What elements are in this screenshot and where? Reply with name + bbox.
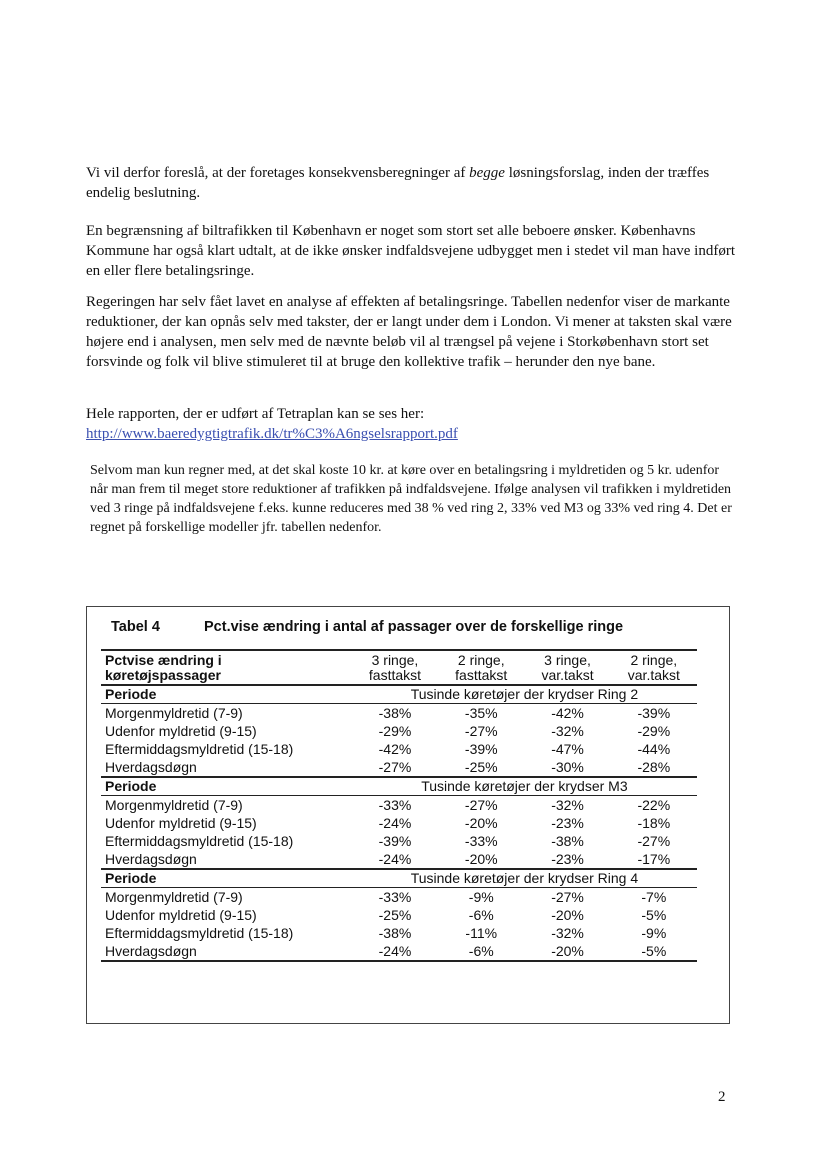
table-caption-label: Tabel 4 — [111, 619, 160, 635]
report-link[interactable]: http://www.baeredygtigtrafik.dk/tr%C3%A6ngselsrapport.pdf — [86, 426, 458, 442]
value-cell: -32% — [551, 924, 584, 941]
value-cell: -5% — [641, 942, 667, 959]
table-row — [101, 906, 697, 924]
table-caption — [111, 619, 711, 635]
period-subtitle: Tusinde køretøjer der krydser Ring 2 — [410, 686, 639, 702]
header-line: 3 ringe, — [544, 652, 591, 668]
table-row — [101, 832, 697, 850]
value-cell: -35% — [464, 704, 498, 721]
value-cell: -42% — [551, 704, 584, 721]
header-cell-label — [101, 650, 352, 685]
period-row — [101, 777, 697, 796]
page-number: 2 — [718, 1089, 726, 1105]
header-cell-col2 — [438, 650, 524, 685]
row-label: Eftermiddagsmyldretid (15-18) — [105, 832, 294, 849]
header-line: fasttakst — [368, 667, 422, 683]
value-cell: -33% — [378, 796, 412, 813]
value-cell: -6% — [468, 942, 494, 959]
header-line: fasttakst — [455, 667, 508, 683]
data-table — [101, 649, 697, 962]
header-line: 2 ringe, — [457, 652, 505, 668]
table-row — [101, 796, 697, 815]
row-label: Hverdagsdøgn — [105, 850, 197, 867]
row-label: Morgenmyldretid (7-9) — [105, 796, 243, 813]
value-cell: -42% — [378, 740, 412, 757]
value-cell: -29% — [378, 722, 412, 739]
value-cell: -22% — [637, 796, 671, 813]
period-label: Periode — [105, 870, 157, 886]
value-cell: -24% — [378, 850, 412, 867]
row-label: Udenfor myldretid (9-15) — [105, 906, 257, 923]
value-cell: -25% — [464, 758, 498, 775]
value-cell: -32% — [551, 722, 584, 739]
period-subtitle: Tusinde køretøjer der krydser Ring 4 — [410, 870, 639, 886]
paragraph-text: Hele rapporten, der er udført af Tetraplan kan se ses her: — [86, 406, 425, 422]
value-cell: -11% — [465, 924, 498, 941]
value-cell: -32% — [551, 796, 584, 813]
value-cell: -17% — [637, 850, 671, 867]
table-body — [101, 685, 697, 961]
table-figure — [86, 606, 730, 1024]
row-label: Eftermiddagsmyldretid (15-18) — [105, 740, 294, 757]
value-cell: -18% — [637, 814, 671, 831]
table-row — [101, 758, 697, 777]
row-label: Udenfor myldretid (9-15) — [105, 814, 257, 831]
value-cell: -47% — [551, 740, 584, 757]
row-label: Morgenmyldretid (7-9) — [105, 888, 243, 905]
value-cell: -20% — [551, 942, 584, 959]
value-cell: -27% — [464, 722, 498, 739]
period-label: Periode — [105, 686, 157, 702]
header-cell-col3 — [524, 650, 610, 685]
value-cell: -38% — [551, 832, 584, 849]
header-line: var.takst — [627, 667, 680, 683]
value-cell: -38% — [378, 704, 412, 721]
period-row — [101, 685, 697, 704]
paragraph-report-link — [86, 404, 746, 444]
row-label: Eftermiddagsmyldretid (15-18) — [105, 924, 294, 941]
table-header-row — [101, 650, 697, 685]
value-cell: -25% — [378, 906, 412, 923]
emphasis-text: begge — [469, 165, 505, 181]
paragraph-recommendation — [86, 163, 746, 203]
row-label: Morgenmyldretid (7-9) — [105, 704, 243, 721]
period-label: Periode — [105, 778, 157, 794]
table-row — [101, 704, 697, 723]
value-cell: -27% — [551, 888, 584, 905]
value-cell: -39% — [378, 832, 412, 849]
table-caption-title: Pct.vise ændring i antal af passager over de forskellige ringe — [204, 619, 624, 635]
value-cell: -33% — [378, 888, 412, 905]
value-cell: -23% — [551, 814, 584, 831]
header-cell-col1 — [352, 650, 438, 685]
table-row — [101, 850, 697, 869]
value-cell: -30% — [551, 758, 584, 775]
value-cell: -23% — [551, 850, 584, 867]
table-row — [101, 942, 697, 961]
value-cell: -28% — [637, 758, 671, 775]
table-row — [101, 814, 697, 832]
value-cell: -20% — [464, 850, 498, 867]
value-cell: -27% — [464, 796, 498, 813]
value-cell: -24% — [378, 942, 412, 959]
value-cell: -44% — [637, 740, 671, 757]
header-line: Pctvise ændring i — [105, 652, 222, 668]
value-cell: -38% — [378, 924, 412, 941]
row-label: Hverdagsdøgn — [105, 758, 197, 775]
period-subtitle: Tusinde køretøjer der krydser M3 — [421, 778, 628, 794]
value-cell: -20% — [464, 814, 498, 831]
value-cell: -24% — [378, 814, 412, 831]
table-row — [101, 888, 697, 907]
value-cell: -39% — [637, 704, 671, 721]
table-row — [101, 740, 697, 758]
paragraph-traffic-limitation: En begrænsning af biltrafikken til København er noget som stort set alle beboere ønsker. Københavns Kommune har også klart udtalt, at de ikke ønsker indfaldsvejene udbygget men i stedet vil man have indført en eller flere betalingsringe. — [86, 223, 735, 279]
row-label: Udenfor myldretid (9-15) — [105, 722, 257, 739]
value-cell: -5% — [641, 906, 667, 923]
value-cell: -29% — [637, 722, 671, 739]
header-line: var.takst — [541, 667, 594, 683]
paragraph-government-analysis: Regeringen har selv fået lavet en analyse af effekten af betalingsringe. Tabellen nedenfor viser de markante reduktioner, der kan opnås selv med takster, der er langt under dem i London. Vi mener at taksten skal være højere end i analysen, men selv med de nævnte beløb vil al trængsel på vejene i Storkøbenhavn stort set forsvinde og folk vil blive stimuleret til at bruge den kollektive trafik – herunder den nye bane. — [86, 294, 732, 370]
value-cell: -9% — [468, 888, 494, 905]
value-cell: -33% — [464, 832, 498, 849]
value-cell: -27% — [637, 832, 671, 849]
header-line: 2 ringe, — [630, 652, 678, 668]
header-cell-col4 — [611, 650, 697, 685]
table-row — [101, 722, 697, 740]
value-cell: -7% — [641, 888, 667, 905]
paragraph-text: løsningsforslag, inden der træffes endelig beslutning. — [86, 165, 710, 201]
value-cell: -6% — [468, 906, 494, 923]
table-row — [101, 924, 697, 942]
value-cell: -39% — [464, 740, 498, 757]
row-label: Hverdagsdøgn — [105, 942, 197, 959]
value-cell: -20% — [551, 906, 584, 923]
header-line: køretøjspassager — [105, 667, 221, 683]
paragraph-text: Vi vil derfor foreslå, at der foretages konsekvensberegninger af — [86, 165, 470, 181]
value-cell: -27% — [378, 758, 412, 775]
header-line: 3 ringe, — [371, 652, 419, 668]
paragraph-price-explanation: Selvom man kun regner med, at det skal koste 10 kr. at køre over en betalingsring i myldretiden og 5 kr. udenfor når man frem til meget store reduktioner af trafikken på indfaldsvejene. Ifølge analysen vil trafikken i myldretiden ved 3 ringe på indfaldsvejene f.eks. kunne reduceres med 38 % ved ring 2, 33% ved M3 og 33% ved ring 4. Det er regnet på forskellige modeller jfr. tabellen nedenfor. — [90, 463, 732, 535]
value-cell: -9% — [641, 924, 667, 941]
period-row — [101, 869, 697, 888]
